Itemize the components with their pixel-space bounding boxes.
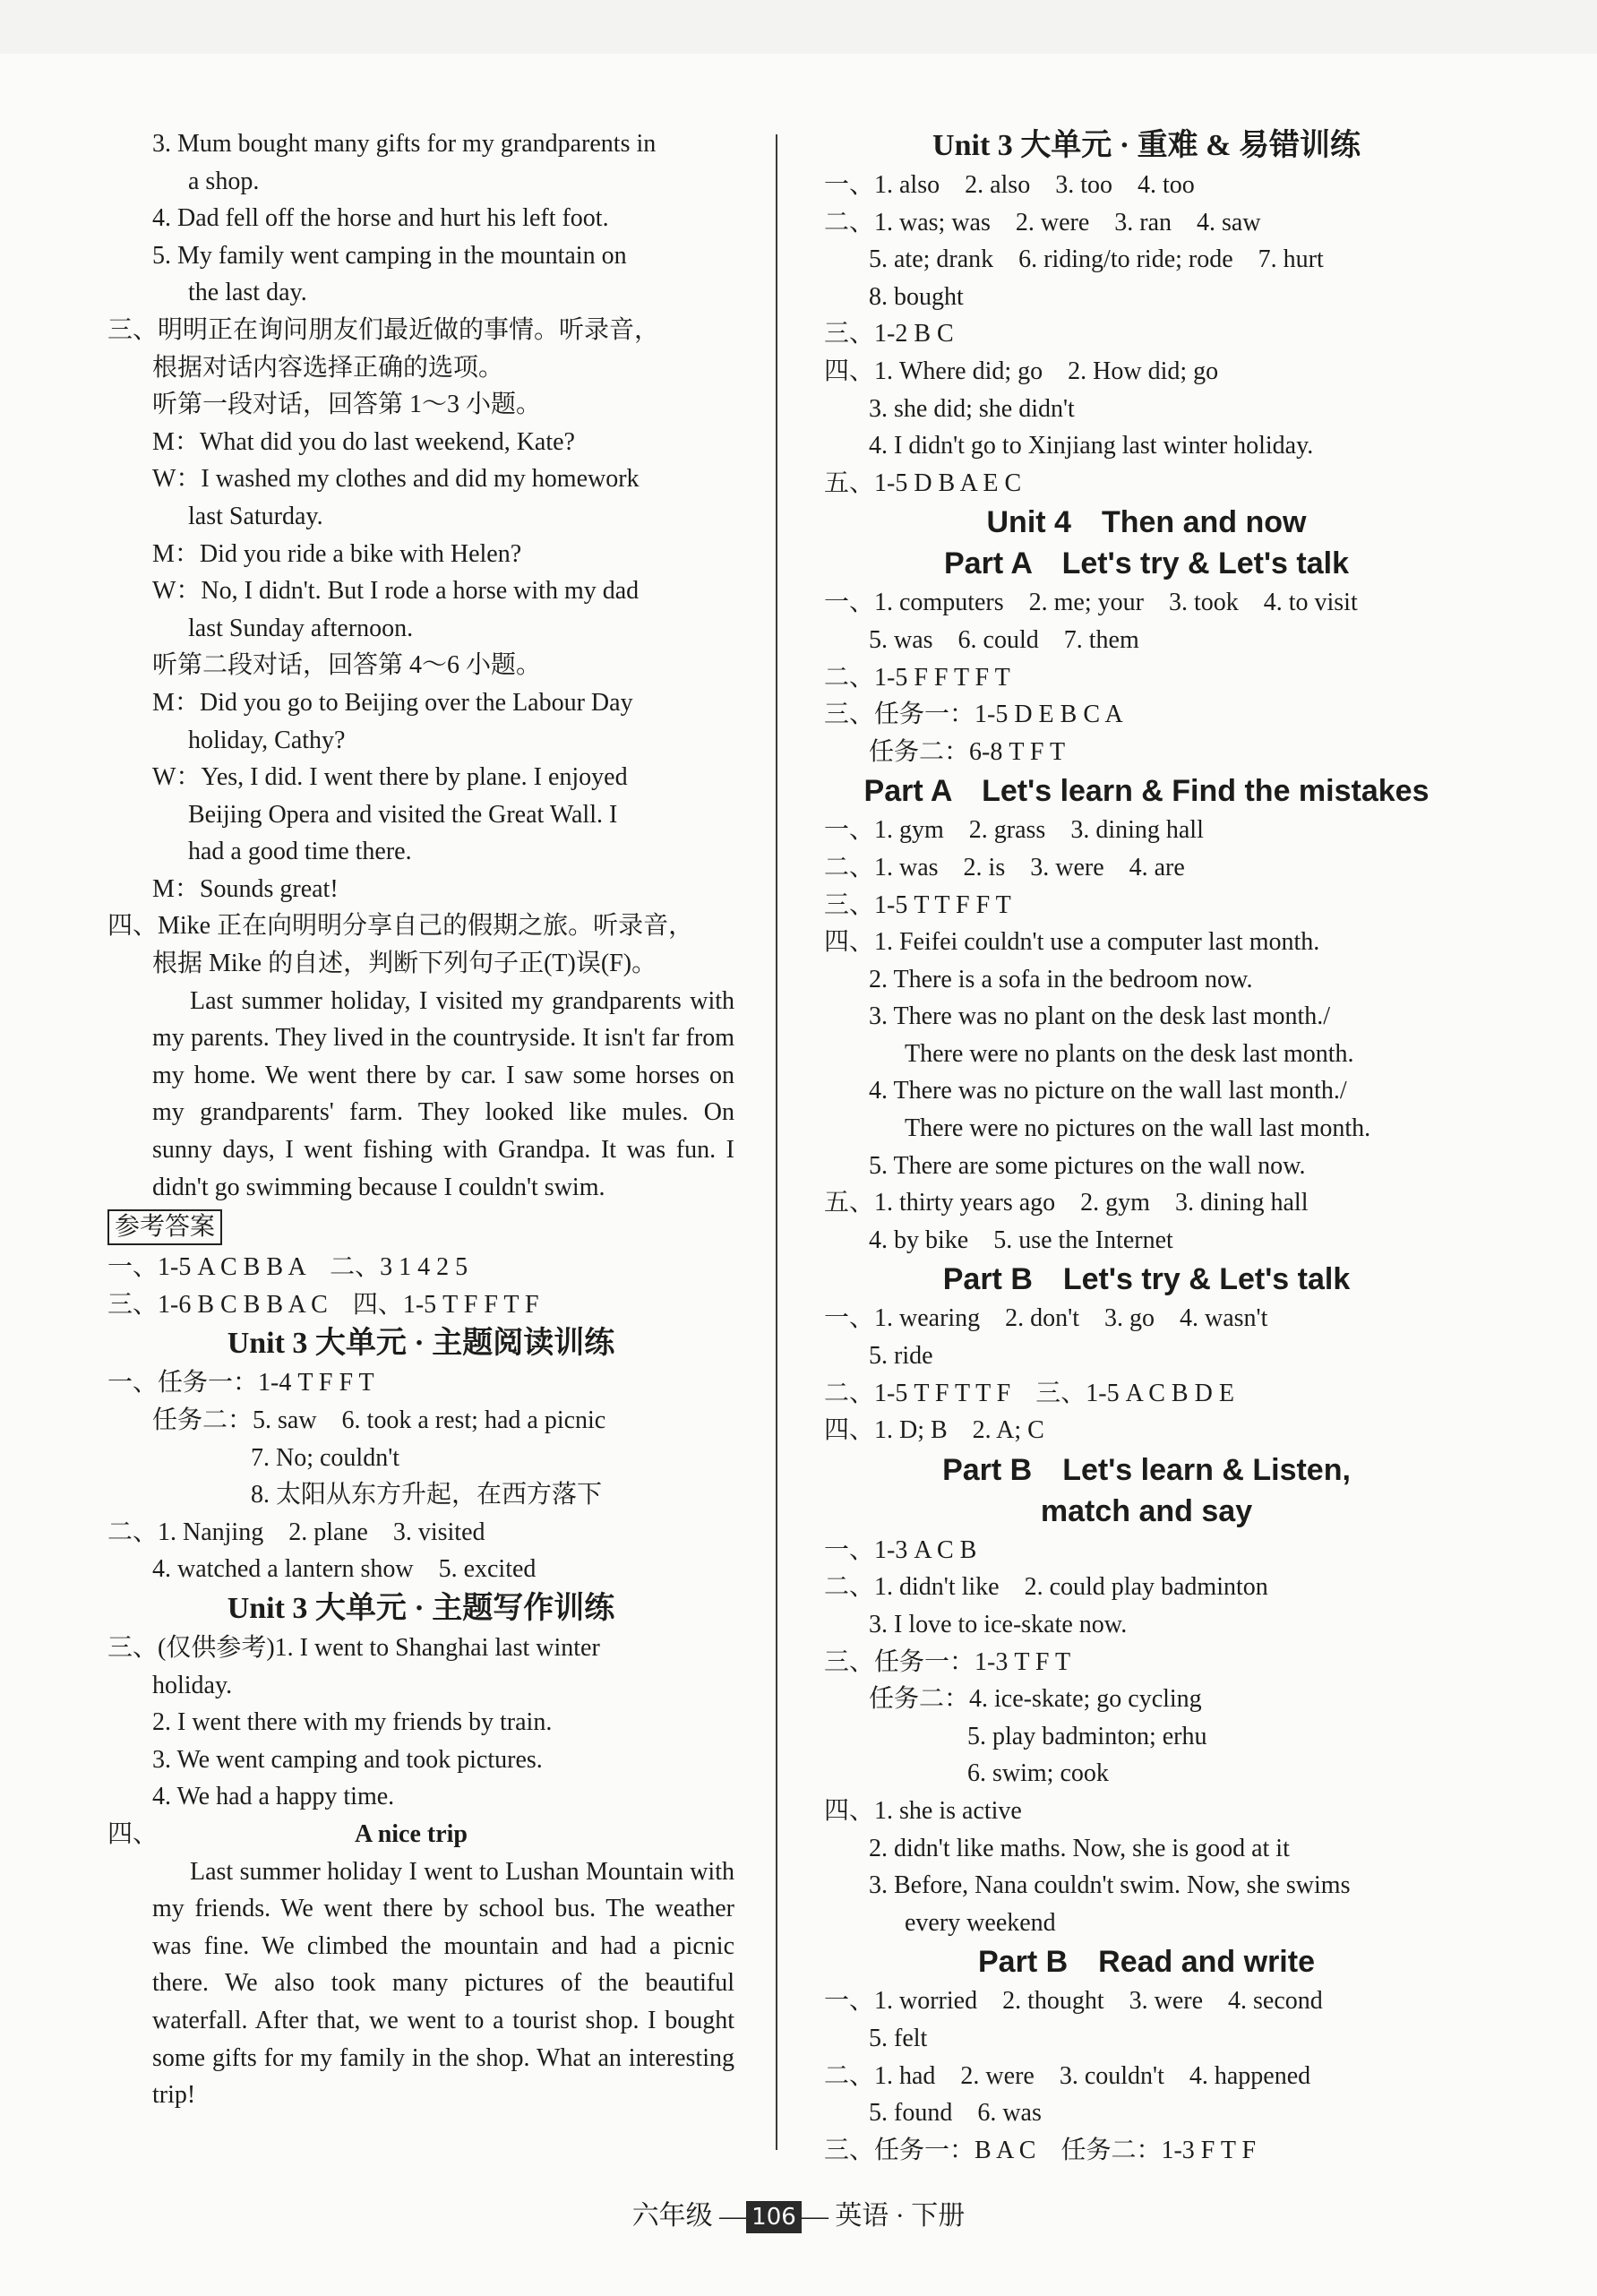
text-line: 6. swim; cook [967, 1759, 1109, 1788]
page-footer [0, 2193, 1597, 2233]
text-line: 二、1. Nanjing 2. plane 3. visited [107, 1518, 485, 1546]
text-line: M：Sounds great! [152, 874, 339, 903]
text-line: 5. found 6. was [869, 2099, 1042, 2128]
text-line: 四、1. Where did; go 2. How did; go [824, 357, 1219, 385]
text-line: 任务二：5. saw 6. took a rest; had a picnic [152, 1406, 606, 1434]
text-line: 3. she did; she didn't [869, 394, 1075, 423]
column-divider [776, 134, 777, 2150]
text-line: 8. 太阳从东方升起，在西方落下 [251, 1481, 603, 1509]
text-line: 5. ate; drank 6. riding/to ride; rode 7. hurt [869, 245, 1324, 274]
text-line: 三、1-5 T T F F T [824, 890, 1011, 919]
text-line: every weekend [905, 1908, 1056, 1937]
listening-passage: Last summer holiday, I visited my grandparents with my parents. They lived in the countryside. It isn't far from my home. We went there by car. I saw some horses on my grandparents' farm. They looked like mules. On sunny days, I went fishing with Grandpa. It was fun. I didn't go swimming because I couldn't swim. [152, 986, 734, 1201]
text-line: 5. There are some pictures on the wall now. [869, 1151, 1306, 1180]
text-line: 5. felt [869, 2024, 928, 2052]
text-line: 2. didn't like maths. Now, she is good at it [869, 1834, 1290, 1862]
text-line: a shop. [188, 167, 260, 195]
footer-grade: 六年级 [631, 2201, 713, 2231]
text-line: 任务二：4. ice-skate; go cycling [869, 1685, 1202, 1714]
writing-answer-lines [107, 1630, 734, 1816]
heading-part-b-learn: Part B Let's learn & Listen, [942, 1452, 1351, 1487]
right-column [824, 125, 1469, 2169]
text-line: 一、1. gym 2. grass 3. dining hall [824, 816, 1204, 845]
text-line: 三、明明正在询问朋友们最近做的事情。听录音， [107, 315, 660, 344]
hard-answer-lines [824, 167, 1469, 502]
answer-key-label: 参考答案 [107, 1209, 222, 1245]
text-line: 3. I love to ice-skate now. [869, 1611, 1128, 1638]
text-line: W：Yes, I did. I went there by plane. I enjoyed [152, 763, 628, 792]
heading-part-a-learn: Part A Let's learn & Find the mistakes [863, 774, 1430, 809]
text-line: 一、任务一：1-4 T F F T [107, 1369, 374, 1397]
text-line: 4. I didn't go to Xinjiang last winter holiday. [869, 432, 1314, 460]
text-line: 四、1. Feifei couldn't use a computer last month. [824, 928, 1320, 957]
text-line: M：Did you go to Beijing over the Labour Day [152, 688, 633, 717]
text-line: There were no plants on the desk last month. [905, 1039, 1354, 1068]
text-line: 根据 Mike 的自述，判断下列句子正(T)误(F)。 [152, 950, 657, 978]
page-number: 106 [746, 2201, 802, 2233]
text-line: 二、1. was; was 2. were 3. ran 4. saw [824, 208, 1261, 236]
reading-answer-lines [107, 1364, 734, 1588]
footer-subject: 英语 · 下册 [835, 2201, 966, 2231]
left-column [107, 125, 734, 2114]
text-line: 根据对话内容选择正确的选项。 [152, 353, 504, 382]
text-line: M：Did you ride a bike with Helen? [152, 539, 522, 568]
heading-part-b-learn-line2: match and say [1040, 1493, 1253, 1528]
text-line: 4. There was no picture on the wall last month./ [869, 1077, 1347, 1105]
heading-hard-training: Unit 3 大单元 · 重难 & 易错训练 [932, 129, 1361, 162]
text-line: 二、1. didn't like 2. could play badminton [824, 1573, 1268, 1602]
part-b-try-answers [824, 1300, 1469, 1449]
heading-writing-training: Unit 3 大单元 · 主题写作训练 [227, 1591, 615, 1625]
part-b-read-answers [824, 1982, 1469, 2169]
text-line: 四、1. D; B 2. A; C [824, 1416, 1044, 1445]
text-line: 4. We had a happy time. [152, 1783, 395, 1811]
text-line: 3. Before, Nana couldn't swim. Now, she swims [869, 1871, 1351, 1900]
footer-dash: — [801, 2201, 829, 2231]
text-line: 一、1. wearing 2. don't 3. go 4. wasn't [824, 1304, 1268, 1333]
text-line: 一、1. worried 2. thought 3. were 4. second [824, 1987, 1323, 2016]
text-line: Beijing Opera and visited the Great Wall. I [188, 800, 618, 829]
text-line: 3. We went camping and took pictures. [152, 1745, 543, 1774]
heading-reading-training: Unit 3 大单元 · 主题阅读训练 [227, 1327, 615, 1361]
heading-unit4: Unit 4 Then and now [986, 505, 1307, 540]
text-line: the last day. [188, 279, 307, 307]
text-line: 听第二段对话，回答第 4～6 小题。 [152, 651, 542, 680]
footer-dash: — [719, 2201, 747, 2231]
text-line: 三、任务一：1-5 D E B C A [824, 701, 1123, 729]
text-line: 五、1. thirty years ago 2. gym 3. dining hall [824, 1189, 1309, 1217]
part-a-try-answers [824, 584, 1469, 770]
answer-lines [107, 1249, 734, 1323]
listening-script-lines [107, 125, 734, 983]
heading-part-a-try: Part A Let's try & Let's talk [944, 546, 1349, 581]
text-line: 一、1-3 A C B [824, 1535, 977, 1564]
text-line: 8. bought [869, 282, 964, 311]
essay-title: A nice trip [355, 1819, 468, 1848]
heading-part-b-read: Part B Read and write [978, 1945, 1315, 1980]
text-line: last Sunday afternoon. [188, 614, 414, 642]
text-line: 三、(仅供参考)1. I went to Shanghai last winter [107, 1633, 600, 1662]
text-line: 二、1-5 F F T F T [824, 663, 1010, 692]
text-line: 三、任务一：B A C 任务二：1-3 F T F [824, 2136, 1257, 2164]
text-line: 3. Mum bought many gifts for my grandparents in [152, 130, 657, 158]
text-line: 一、1. computers 2. me; your 3. took 4. to visit [824, 589, 1358, 617]
text-line: 5. ride [869, 1342, 933, 1371]
text-line: 一、1-5 A C B B A 二、3 1 4 2 5 [107, 1253, 468, 1282]
text-line: 五、1-5 D B A E C [824, 469, 1022, 497]
text-line: 四、1. she is active [824, 1796, 1022, 1825]
text-line: 2. There is a sofa in the bedroom now. [869, 965, 1253, 993]
text-line: 三、1-2 B C [824, 320, 954, 348]
text-line: 二、1. was 2. is 3. were 4. are [824, 853, 1185, 881]
text-line: 三、任务一：1-3 T F T [824, 1647, 1071, 1676]
essay-body: Last summer holiday I went to Lushan Mountain with my friends. We went there by school bus. The weather was fine. We climbed the mountain and had a picnic there. We also took many pictures of the beautiful waterfall. After that, we went to a tourist shop. I bought some gifts for my family in the shop. What an interesting trip! [152, 1857, 734, 2110]
text-line: 四、Mike 正在向明明分享自己的假期之旅。听录音， [107, 912, 694, 941]
heading-part-b-try: Part B Let's try & Let's talk [942, 1262, 1351, 1297]
text-line: 3. There was no plant on the desk last month./ [869, 1002, 1331, 1031]
text-line: 5. was 6. could 7. them [869, 625, 1139, 654]
text-line: W：I washed my clothes and did my homework [152, 465, 640, 494]
text-line: 4. by bike 5. use the Internet [869, 1225, 1173, 1254]
text-line: 5. play badminton; erhu [967, 1722, 1207, 1750]
text-line: There were no pictures on the wall last month. [905, 1114, 1371, 1143]
part-a-learn-answers [824, 812, 1469, 1259]
text-line: last Saturday. [188, 502, 323, 530]
essay-heading-line [107, 1816, 734, 1853]
top-margin [0, 0, 1597, 54]
text-line: 7. No; couldn't [251, 1443, 400, 1472]
text-line: 任务二：6-8 T F T [869, 737, 1066, 766]
text-line: 4. watched a lantern show 5. excited [152, 1555, 537, 1584]
text-line: W：No, I didn't. But I rode a horse with my dad [152, 577, 640, 606]
essay-section-label: 四、 [107, 1819, 159, 1848]
text-line: 4. Dad fell off the horse and hurt his left foot. [152, 204, 609, 233]
text-line: 一、1. also 2. also 3. too 4. too [824, 171, 1195, 199]
text-line: 听第一段对话，回答第 1～3 小题。 [152, 391, 542, 419]
text-line: M：What did you do last weekend, Kate? [152, 427, 575, 456]
part-b-learn-answers [824, 1532, 1469, 1942]
text-line: had a good time there. [188, 838, 412, 866]
text-line: holiday, Cathy? [188, 726, 346, 754]
text-line: 三、1-6 B C B B A C 四、1-5 T F F T F [107, 1290, 539, 1319]
text-line: 二、1-5 T F T T F 三、1-5 A C B D E [824, 1379, 1234, 1407]
text-line: 二、1. had 2. were 3. couldn't 4. happened [824, 2061, 1311, 2090]
text-line: 2. I went there with my friends by train. [152, 1708, 553, 1737]
text-line: holiday. [152, 1671, 233, 1699]
text-line: 5. My family went camping in the mountain on [152, 241, 627, 270]
